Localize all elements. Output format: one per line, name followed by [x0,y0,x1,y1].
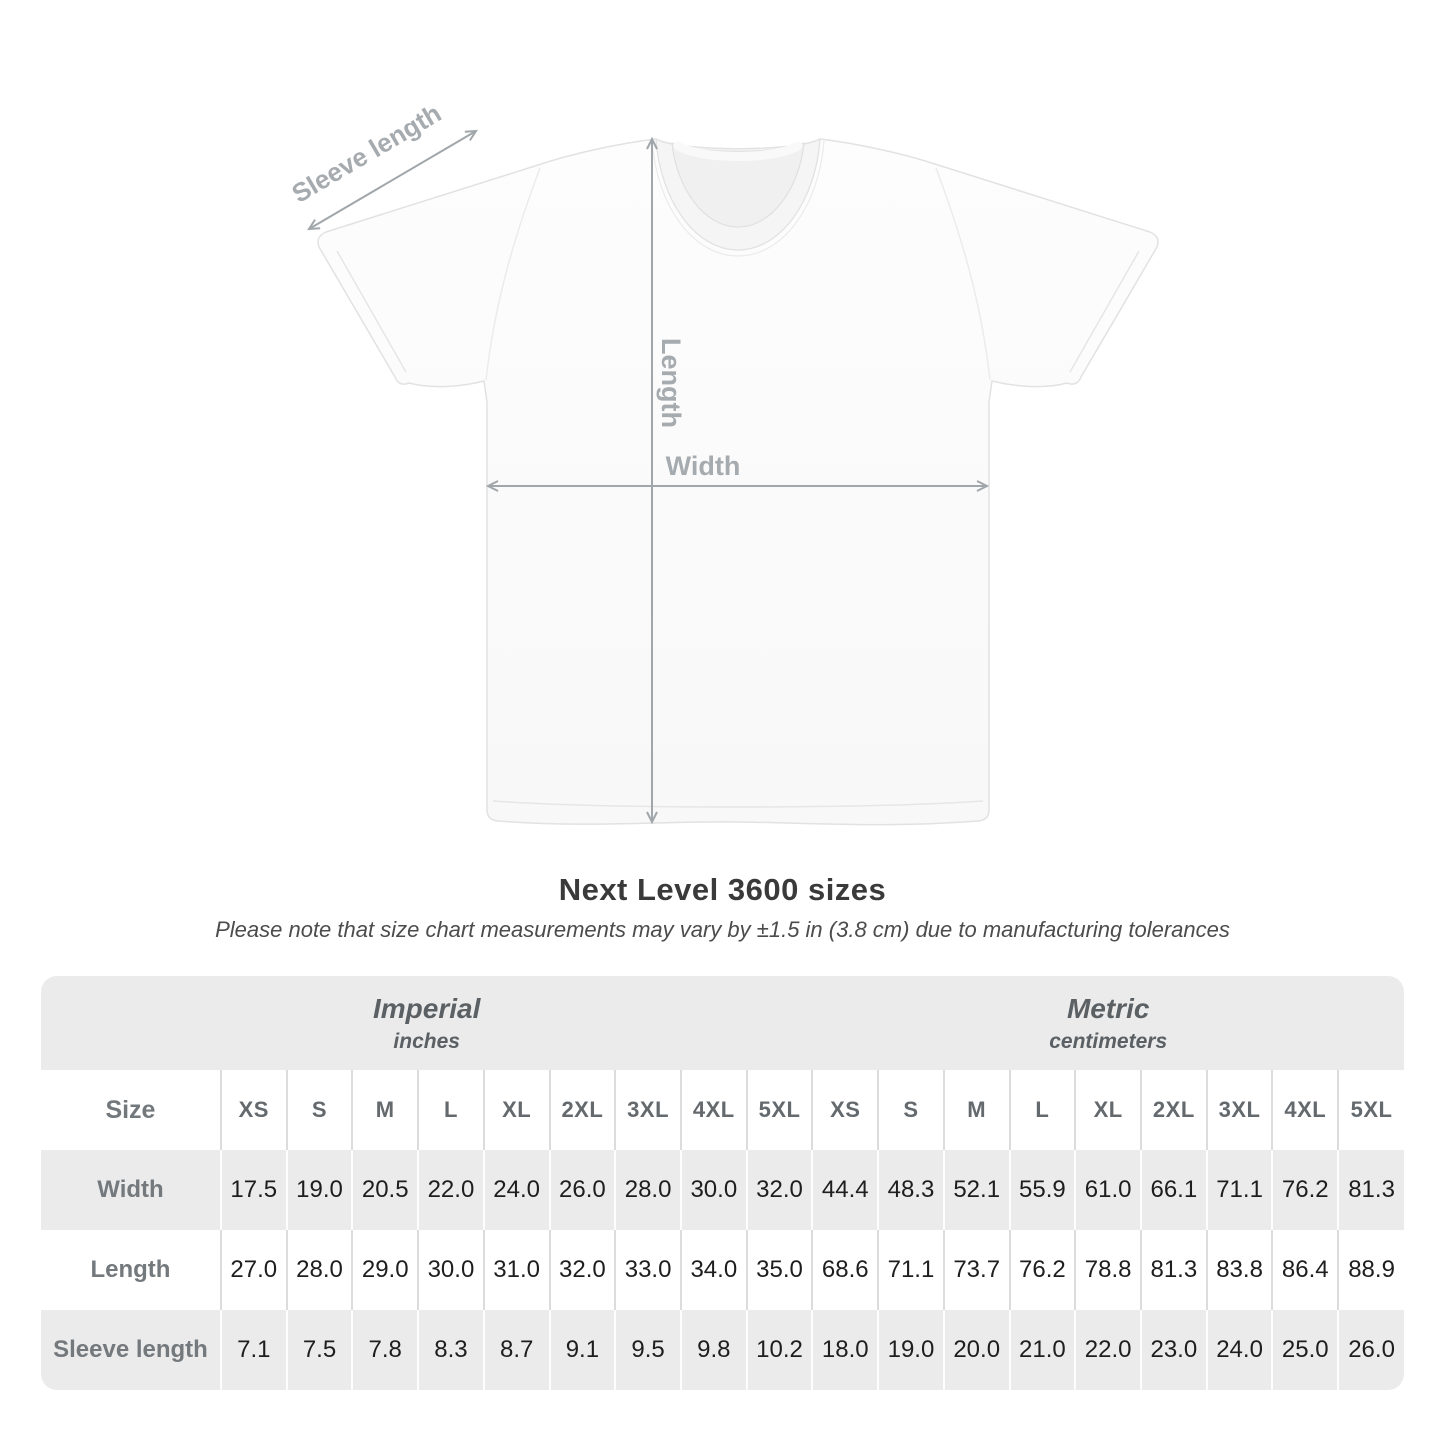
size-value-cell: 76.2 [1272,1150,1338,1230]
size-column-header: L [418,1070,484,1150]
size-value-cell: 52.1 [944,1150,1010,1230]
size-value-cell: 76.2 [1010,1230,1076,1310]
size-value-cell: 32.0 [747,1150,813,1230]
table-row [41,1150,1404,1230]
metric-title: Metric [1066,992,1150,1024]
size-column-header: S [287,1070,353,1150]
metric-unit: centimeters [1049,1029,1168,1053]
size-value-cell: 30.0 [418,1230,484,1310]
metric-group-header [812,976,1404,1070]
size-column-header: 5XL [747,1070,813,1150]
size-value-cell: 22.0 [1075,1310,1141,1390]
size-value-cell: 9.8 [681,1310,747,1390]
size-value-cell: 22.0 [418,1150,484,1230]
size-column-header: XS [221,1070,287,1150]
size-value-cell: 81.3 [1141,1230,1207,1310]
size-column-header: XL [1075,1070,1141,1150]
size-value-cell: 78.8 [1075,1230,1141,1310]
size-value-cell: 33.0 [615,1230,681,1310]
size-value-cell: 32.0 [550,1230,616,1310]
table-row [41,1310,1404,1390]
imperial-unit: inches [393,1029,460,1053]
size-value-cell: 61.0 [1075,1150,1141,1230]
size-value-cell: 81.3 [1338,1150,1404,1230]
size-column-header: M [352,1070,418,1150]
size-value-cell: 23.0 [1141,1310,1207,1390]
size-column-header: 3XL [615,1070,681,1150]
size-value-cell: 8.3 [418,1310,484,1390]
size-value-cell: 48.3 [878,1150,944,1230]
size-value-cell: 20.0 [944,1310,1010,1390]
size-value-cell: 24.0 [1207,1310,1273,1390]
chart-note: Please note that size chart measurements may vary by ±1.5 in (3.8 cm) due to manufacturing tolerances [215,917,1230,942]
length-label: Length [656,338,686,428]
size-header-row [41,1070,1404,1150]
size-value-cell: 7.5 [287,1310,353,1390]
size-table-grid [41,976,1404,1390]
size-column-header: XS [812,1070,878,1150]
size-value-cell: 20.5 [352,1150,418,1230]
size-value-cell: 30.0 [681,1150,747,1230]
row-label: Sleeve length [53,1336,208,1363]
chart-title: Next Level 3600 sizes [558,872,887,907]
size-value-cell: 86.4 [1272,1230,1338,1310]
size-table [41,976,1404,1390]
table-row [41,1230,1404,1310]
size-value-cell: 31.0 [484,1230,550,1310]
size-value-cell: 19.0 [878,1310,944,1390]
sleeve-length-label: Sleeve length [286,97,447,209]
size-value-cell: 71.1 [878,1230,944,1310]
size-value-cell: 71.1 [1207,1150,1273,1230]
imperial-group-header [41,976,812,1070]
size-value-cell: 8.7 [484,1310,550,1390]
size-value-cell: 7.1 [221,1310,287,1390]
size-value-cell: 34.0 [681,1230,747,1310]
size-header-label: Size [41,1070,221,1150]
size-column-header: 5XL [1338,1070,1404,1150]
size-value-cell: 83.8 [1207,1230,1273,1310]
size-column-header: 2XL [1141,1070,1207,1150]
size-value-cell: 18.0 [812,1310,878,1390]
size-value-cell: 9.1 [550,1310,616,1390]
size-value-cell: 27.0 [221,1230,287,1310]
size-value-cell: 55.9 [1010,1150,1076,1230]
size-value-cell: 7.8 [352,1310,418,1390]
size-value-cell: 9.5 [615,1310,681,1390]
size-value-cell: 26.0 [550,1150,616,1230]
size-value-cell: 28.0 [615,1150,681,1230]
size-column-header: 4XL [681,1070,747,1150]
size-value-cell: 44.4 [812,1150,878,1230]
row-label: Width [97,1176,164,1203]
size-value-cell: 10.2 [747,1310,813,1390]
size-value-cell: 24.0 [484,1150,550,1230]
size-value-cell: 29.0 [352,1230,418,1310]
size-column-header: 3XL [1207,1070,1273,1150]
size-value-cell: 35.0 [747,1230,813,1310]
imperial-title: Imperial [373,992,481,1024]
row-label: Length [90,1256,171,1283]
size-column-header: 4XL [1272,1070,1338,1150]
size-value-cell: 66.1 [1141,1150,1207,1230]
size-value-cell: 25.0 [1272,1310,1338,1390]
size-value-cell: 19.0 [287,1150,353,1230]
size-value-cell: 68.6 [812,1230,878,1310]
size-column-header: M [944,1070,1010,1150]
size-value-cell: 26.0 [1338,1310,1404,1390]
size-column-header: S [878,1070,944,1150]
size-value-cell: 88.9 [1338,1230,1404,1310]
size-value-cell: 73.7 [944,1230,1010,1310]
size-value-cell: 21.0 [1010,1310,1076,1390]
width-label: Width [665,451,741,481]
unit-group-header-row [41,976,1404,1070]
size-column-header: 2XL [550,1070,616,1150]
size-value-cell: 28.0 [287,1230,353,1310]
size-column-header: L [1010,1070,1076,1150]
size-value-cell: 17.5 [221,1150,287,1230]
size-column-header: XL [484,1070,550,1150]
